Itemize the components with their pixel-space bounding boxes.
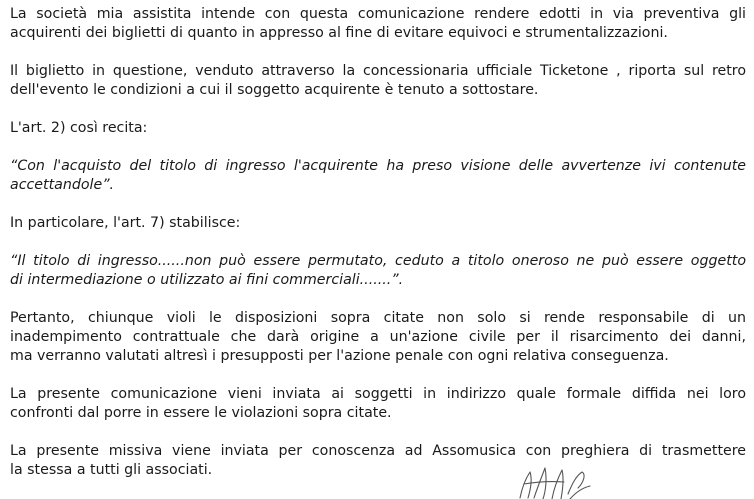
text-line: confronti dal porre in essere le violazioni sopra citate. <box>10 405 392 421</box>
paragraph-intro <box>10 5 746 43</box>
text-line: In particolare, l'art. 7) stabilisce: <box>10 215 241 231</box>
paragraph-ticket <box>10 62 746 100</box>
text-line: Il biglietto in questione, venduto attraverso la concessionaria ufficiale Ticketone , riporta sul retro <box>10 63 746 79</box>
text-line: dell'evento le condizioni a cui il soggetto acquirente è tenuto a sottostare. <box>10 82 539 98</box>
text-line: accettandole”. <box>10 177 115 193</box>
text-line: inadempimento contrattuale che darà origine a un'azione civile per il risarcimento dei danni, <box>10 329 746 345</box>
text-line: la stessa a tutti gli associati. <box>10 462 213 478</box>
paragraph-consequences <box>10 309 746 366</box>
paragraph-art2-heading <box>10 119 746 138</box>
text-line: “Il titolo di ingresso......non può essere permutato, ceduto a titolo oneroso ne può essere oggetto <box>10 253 746 269</box>
text-line: ma verranno valutati altresì i presupposti per l'azione penale con ogni relativa conseguenza. <box>10 348 669 364</box>
text-line: La società mia assistita intende con questa comunicazione rendere edotti in via preventiva gli <box>10 6 746 22</box>
text-line: La presente missiva viene inviata per conoscenza ad Assomusica con preghiera di trasmettere <box>10 443 746 459</box>
paragraph-diffida <box>10 385 746 423</box>
letter-body <box>10 5 746 499</box>
text-line: Pertanto, chiunque violi le disposizioni sopra citate non solo si rende responsabile di un <box>10 310 746 326</box>
paragraph-assomusica <box>10 442 746 480</box>
paragraph-art7-heading <box>10 214 746 233</box>
text-line: “Con l'acquisto del titolo di ingresso l'acquirente ha preso visione delle avvertenze ivi contenute <box>10 158 746 174</box>
text-line: L'art. 2) così recita: <box>10 120 148 136</box>
quote-art2 <box>10 157 746 195</box>
quote-art7 <box>10 252 746 290</box>
text-line: La presente comunicazione vieni inviata ai soggetti in indirizzo quale formale diffida nei loro <box>10 386 746 402</box>
text-line: di intermediazione o utilizzato ai fini commerciali.......”. <box>10 272 404 288</box>
text-line: acquirenti dei biglietti di quanto in appresso al fine di evitare equivoci e strumentalizzazioni. <box>10 25 668 41</box>
